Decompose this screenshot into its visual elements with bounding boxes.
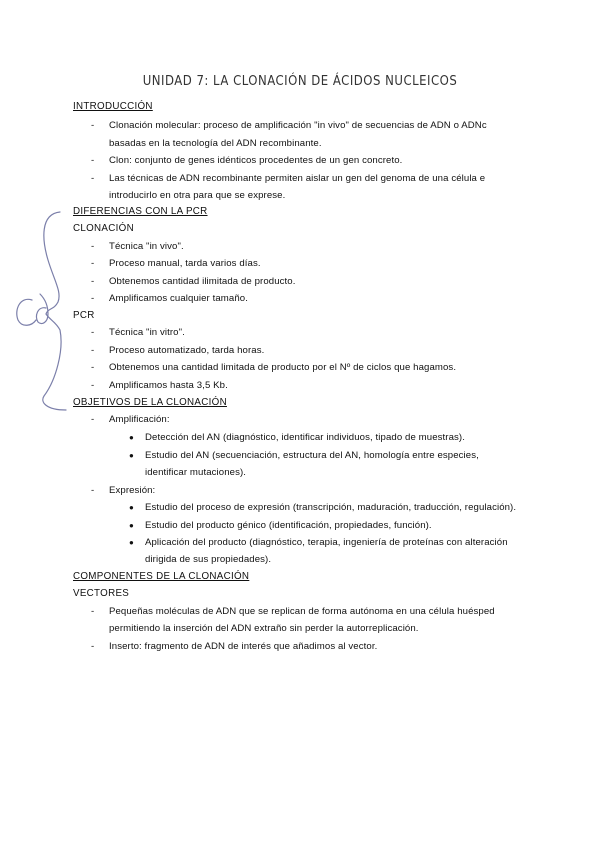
list-item-line: Obtenemos una cantidad limitada de producto por el Nº de ciclos que hagamos.: [109, 362, 457, 373]
list-dash: -: [91, 276, 95, 287]
heading-diferencias: DIFERENCIAS CON LA PCR: [73, 206, 208, 217]
list-dash: -: [91, 414, 95, 425]
bullet-dot: ●: [129, 503, 134, 512]
list-item-line: Amplificamos cualquier tamaño.: [109, 293, 248, 304]
list-item-line: Obtenemos cantidad ilimitada de producto.: [109, 276, 296, 287]
list-dash: -: [91, 173, 95, 184]
subheading-clonacion: CLONACIÓN: [73, 223, 134, 234]
list-item-line: identificar mutaciones).: [145, 467, 247, 478]
subheading-vectores: VECTORES: [73, 588, 130, 599]
list-item-line: Las técnicas de ADN recombinante permiten aislar un gen del genoma de una célula e: [109, 173, 486, 184]
list-item-line: Estudio del producto génico (identificación, propiedades, función).: [145, 520, 432, 531]
bullet-dot: ●: [129, 451, 134, 460]
list-dash: -: [91, 293, 95, 304]
list-item-line: Inserto: fragmento de ADN de interés que añadimos al vector.: [109, 641, 378, 652]
list-dash: -: [91, 380, 95, 391]
list-dash: -: [91, 155, 95, 166]
list-item-line: Pequeñas moléculas de ADN que se replican de forma autónoma en una célula huésped: [109, 606, 495, 617]
list-item-line: Técnica "in vitro".: [109, 327, 185, 338]
list-item-line: Amplificamos hasta 3,5 Kb.: [109, 380, 228, 391]
list-item-line: Proceso manual, tarda varios días.: [109, 258, 261, 269]
list-dash: -: [91, 641, 95, 652]
list-item-line: Clonación molecular: proceso de amplificación "in vivo" de secuencias de ADN o ADNc: [109, 120, 487, 131]
heading-objetivos: OBJETIVOS DE LA CLONACIÓN: [73, 397, 227, 408]
list-dash: -: [91, 327, 95, 338]
page-title: UNIDAD 7: LA CLONACIÓN DE ÁCIDOS NUCLEICOS: [142, 74, 458, 89]
list-item-line: Amplificación:: [109, 414, 170, 425]
list-item-line: dirigida de sus propiedades).: [145, 554, 272, 565]
subheading-pcr: PCR: [73, 310, 95, 321]
heading-componentes: COMPONENTES DE LA CLONACIÓN: [73, 571, 250, 582]
list-item-line: introducirlo en otra para que se exprese.: [109, 190, 286, 201]
list-item-line: Detección del AN (diagnóstico, identificar individuos, tipado de muestras).: [145, 432, 465, 443]
list-item-line: Aplicación del producto (diagnóstico, terapia, ingeniería de proteínas con alteración: [145, 537, 508, 548]
list-item-line: basadas en la tecnología del ADN recombinante.: [109, 138, 322, 149]
list-dash: -: [91, 258, 95, 269]
list-item-line: Clon: conjunto de genes idénticos procedentes de un gen concreto.: [109, 155, 403, 166]
heading-introduccion: INTRODUCCIÓN: [73, 101, 153, 112]
list-dash: -: [91, 241, 95, 252]
list-dash: -: [91, 485, 95, 496]
list-dash: -: [91, 606, 95, 617]
list-dash: -: [91, 120, 95, 131]
bullet-dot: ●: [129, 433, 134, 442]
list-item-line: Estudio del AN (secuenciación, estructura del AN, homología entre especies,: [145, 450, 479, 461]
handwritten-brace: [0, 200, 80, 420]
list-dash: -: [91, 345, 95, 356]
list-item-line: Técnica "in vivo".: [109, 241, 184, 252]
bullet-dot: ●: [129, 538, 134, 547]
list-item-line: Proceso automatizado, tarda horas.: [109, 345, 265, 356]
bullet-dot: ●: [129, 521, 134, 530]
list-item-line: Expresión:: [109, 485, 156, 496]
list-item-line: permitiendo la inserción del ADN extraño sin perder la autorreplicación.: [109, 623, 419, 634]
list-item-line: Estudio del proceso de expresión (transcripción, maduración, traducción, regulación).: [145, 502, 517, 513]
list-dash: -: [91, 362, 95, 373]
